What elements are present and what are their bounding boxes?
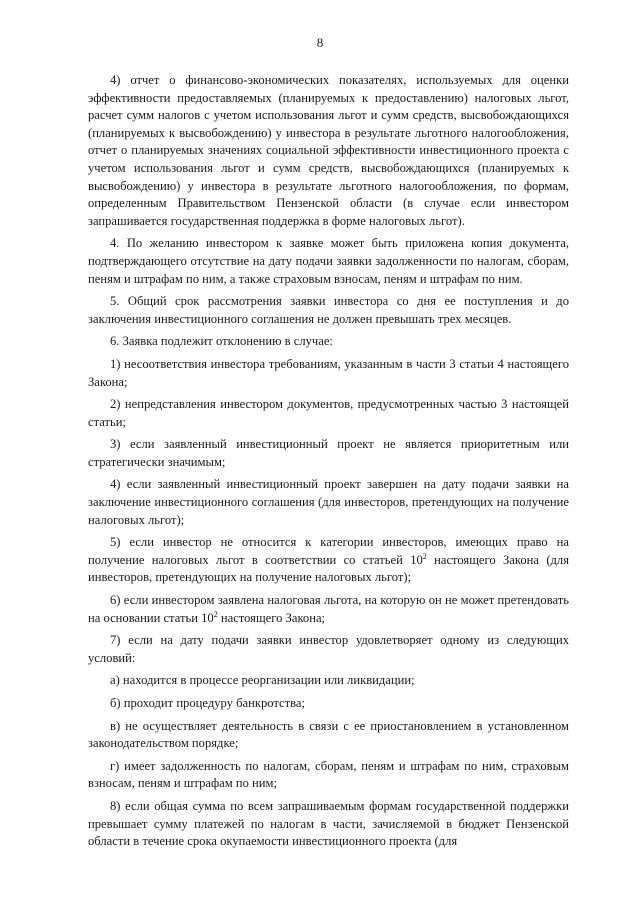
paragraph-case-6-text: 6) если инвестором заявлена налоговая льгота, на которую он не может претендовать на основании статьи 10 [88, 593, 569, 625]
paragraph-case-2: 2) непредставления инвестором документов, предусмотренных частью 3 настоящей статьи; [88, 397, 569, 429]
paragraph-case-3: 3) если заявленный инвестиционный проект не является приоритетным или стратегически значимым; [88, 437, 569, 469]
superscript: 2 [422, 551, 427, 561]
paragraph-case-1: 1) несоответствия инвестора требованиям, указанным в части 3 статьи 4 настоящего Закона; [88, 356, 569, 389]
paragraph-case-7v: в) не осуществляет деятельность в связи с ее приостановлением в установленном законодательством порядке; [88, 718, 569, 751]
paragraph-case-5 [88, 534, 569, 587]
paragraph-case-4: 4) если заявленный инвестиционный проект завершен на дату подачи заявки на заключение инвестиционного соглашения (для инвесторов, претендующих на получение налоговых льгот); [88, 477, 569, 527]
paragraph-case-6-tail: настоящего Закона; [217, 610, 326, 625]
paragraph-section-4: 4. По желанию инвестором к заявке может быть приложена копия документа, подтверждающего отсутствие на дату подачи заявки задолженности по налогам, сборам, пеням и штрафам по ним, а также страховым взносам, пеням и штрафам по ним. [88, 236, 569, 286]
paragraph-case-5-text: 5) если инвестор не относится к категории инвесторов, имеющих право на получение налоговых льгот в соответствии со статьей 10 [88, 535, 569, 567]
paragraph-item-4-report: 4) отчет о финансово-экономических показателях, используемых для оценки эффективности предоставляемых (планируемых к предоставлению) налоговых льгот, расчет сумм налогов с учетом использования льгот и сумм средств, высвобождающихся (планируемых к высвобождению) у инвестора в результате льготного налогообложения, отчет о планируемых значениях социальной эффективности инвестиционного проекта с учетом использования льгот и сумм средств, высвобождающихся (планируемых к высвобождению) у инвестора в результате льготного налогообложения, по формам, определенным Правительством Пензенской области (в случае если инвестором запрашивается государственная поддержка в форме налоговых льгот). [88, 73, 569, 228]
superscript: 2 [213, 609, 218, 619]
paragraph-case-7b: б) проходит процедуру банкротства; [110, 696, 305, 710]
paragraph-section-6: 6. Заявка подлежит отклонению в случае: [110, 334, 333, 349]
page-number: 8 [316, 35, 324, 50]
paragraph-case-7g: г) имеет задолженность по налогам, сборам, пеням и штрафам по ним, страховым взносам, пеням и штрафам по ним; [88, 758, 569, 791]
paragraph-case-5-tail: настоящего Закона (для инвесторов, претендующих на получение налоговых льгот); [88, 552, 570, 585]
paragraph-case-7a: а) находится в процессе реорганизации или ликвидации; [110, 673, 415, 688]
paragraph-case-8: 8) если общая сумма по всем запрашиваемым формам государственной поддержки превышает сумму платежей по налогам в части, зачисляемой в бюджет Пензенской области в течение срока окупаемости инвестиционного проекта (для [88, 798, 569, 849]
document-body [88, 72, 569, 856]
paragraph-section-5: 5. Общий срок рассмотрения заявки инвестора со дня ее поступления и до заключения инвестиционного соглашения не должен превышать трех месяцев. [88, 294, 569, 326]
paragraph-case-6 [88, 592, 569, 627]
paragraph-case-7: 7) если на дату подачи заявки инвестор удовлетворяет одному из следующих условий: [88, 633, 569, 665]
